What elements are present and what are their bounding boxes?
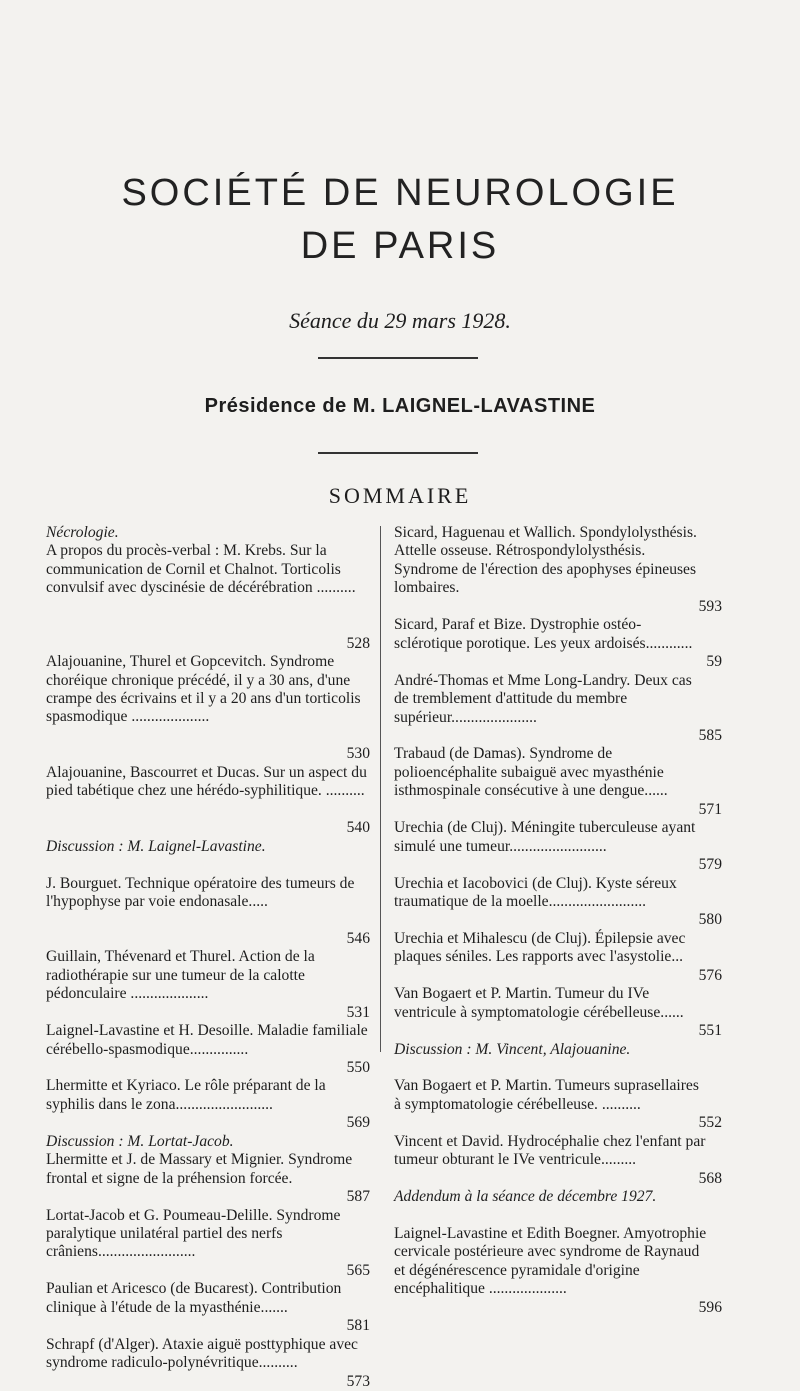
- toc-page-number: 540: [346, 819, 370, 837]
- toc-page-number: 579: [698, 856, 722, 874]
- toc-page-number: 576: [698, 966, 722, 984]
- toc-page-number: 531: [346, 1003, 370, 1021]
- toc-page-number: 569: [346, 1114, 370, 1132]
- toc-entry-text: Alajouanine, Bascourret et Ducas. Sur un aspect du pied tabétique chez une hérédo-syphilitique. ..........: [46, 763, 367, 800]
- toc-page-number: 530: [346, 745, 370, 763]
- toc-entry: [46, 1336, 368, 1391]
- toc-entry: [46, 524, 368, 542]
- society-title-city: DE PARIS: [300, 225, 500, 267]
- divider-rule: [318, 357, 478, 359]
- toc-page-number: 565: [346, 1261, 370, 1279]
- toc-entry-text: Paulian et Aricesco (de Bucarest). Contribution clinique à l'étude de la myasthénie.......: [46, 1280, 342, 1316]
- toc-entry-text: Vincent et David. Hydrocéphalie chez l'enfant par tumeur obturant le IVe ventricule.........: [394, 1132, 706, 1169]
- toc-entry: [394, 1077, 722, 1132]
- toc-page-number: 585: [698, 726, 722, 744]
- toc-entry-text: Van Bogaert et P. Martin. Tumeurs suprasellaires à symptomatologie cérébelleuse. ..........: [394, 1077, 699, 1113]
- toc-entry-text: Laignel-Lavastine et Edith Boegner. Amyotrophie cervicale postérieure avec syndrome de Raynaud et dégénérescence pyramidale d'origine encéphalitique ....................: [394, 1225, 707, 1298]
- toc-page-number: 568: [698, 1169, 722, 1187]
- toc-entry-text: Laignel-Lavastine et H. Desoille. Maladie familiale cérébello-spasmodique...............: [46, 1022, 368, 1058]
- toc-entry: [46, 1207, 368, 1281]
- toc-page-number: 546: [346, 929, 370, 947]
- summary-heading: SOMMAIRE: [328, 483, 472, 508]
- session-date: Séance du 29 mars 1928.: [289, 308, 511, 333]
- toc-page-number: 571: [698, 800, 722, 818]
- toc-entry-text: Urechia et Mihalescu (de Cluj). Épilepsie avec plaques séniles. Les rapports avec l'asystolie...: [394, 929, 686, 966]
- toc-entry-text: Sicard, Haguenau et Wallich. Spondylolysthésis. Attelle osseuse. Rétrospondylolysthésis. Syndrome de l'érection des apophyses épineuses lombaires.: [394, 524, 697, 597]
- summary-left-column: [46, 524, 368, 1391]
- toc-entry: [394, 616, 722, 671]
- toc-page-number: 550: [346, 1058, 370, 1076]
- toc-entry-text: Nécrologie.: [46, 524, 119, 541]
- toc-entry: [46, 838, 368, 875]
- toc-page-number: 587: [346, 1188, 370, 1206]
- toc-page-number: 580: [698, 911, 722, 929]
- toc-entry: [46, 1133, 368, 1151]
- toc-entry: [394, 1041, 708, 1078]
- toc-entry-text: Addendum à la séance de décembre 1927.: [394, 1188, 657, 1206]
- toc-entry: [46, 653, 368, 764]
- presidency-line: Présidence de M. LAIGNEL-LAVASTINE: [204, 395, 596, 417]
- toc-page-number: 596: [698, 1298, 722, 1316]
- toc-entry: [394, 1225, 722, 1317]
- toc-entry: [394, 874, 722, 930]
- toc-entry: [46, 1280, 368, 1335]
- toc-entry: [394, 745, 722, 819]
- toc-entry: [394, 524, 722, 616]
- toc-page-number: 59: [706, 653, 722, 671]
- toc-entry-text: A propos du procès-verbal : M. Krebs. Sur la communication de Cornil et Chalnot. Torticolis convulsif avec dyscinésie de décérébration ..........: [46, 542, 356, 597]
- toc-entry-text: Lhermitte et Kyriaco. Le rôle préparant de la syphilis dans le zona.........................: [46, 1077, 326, 1113]
- toc-entry-text: Discussion : M. Lortat-Jacob.: [46, 1132, 234, 1150]
- divider-rule: [318, 452, 478, 454]
- toc-page-number: 573: [346, 1372, 370, 1390]
- toc-entry-text: Discussion : M. Vincent, Alajouanine.: [394, 1040, 631, 1058]
- summary-right-column: [394, 524, 722, 1317]
- column-divider: [380, 526, 381, 1052]
- toc-entry: [394, 929, 722, 985]
- toc-entry: [46, 948, 368, 1022]
- toc-page-number: 551: [698, 1022, 722, 1040]
- toc-entry-text: Lortat-Jacob et G. Poumeau-Delille. Syndrome paralytique unilatéral partiel des nerfs crâniens.........................: [46, 1206, 341, 1261]
- toc-entry-text: Lhermitte et J. de Massary et Mignier. Syndrome frontal et signe de la préhension forcée.: [46, 1151, 353, 1187]
- toc-page-number: 528: [346, 634, 370, 652]
- toc-entry-text: Urechia et Iacobovici (de Cluj). Kyste séreux traumatique de la moelle.........................: [394, 874, 677, 910]
- toc-entry: [46, 1077, 368, 1132]
- toc-entry-text: J. Bourguet. Technique opératoire des tumeurs de l'hypophyse par voie endonasale.....: [46, 874, 355, 910]
- toc-entry: [394, 1132, 722, 1188]
- toc-entry-text: Sicard, Paraf et Bize. Dystrophie ostéo-sclérotique porotique. Les yeux ardoisés............: [394, 616, 693, 652]
- toc-page-number: 593: [698, 597, 722, 615]
- toc-entry: [394, 671, 722, 746]
- toc-entry: [46, 542, 368, 653]
- toc-entry-text: Alajouanine, Thurel et Gopcevitch. Syndrome choréique chronique précédé, il y a 30 ans, d'une crampe des écrivains et il y a 20 ans d'un torticolis spasmodique ....................: [46, 653, 361, 726]
- toc-page-number: 552: [698, 1114, 722, 1132]
- toc-entry: [46, 1151, 368, 1206]
- toc-entry: [46, 764, 368, 838]
- toc-entry-text: Van Bogaert et P. Martin. Tumeur du IVe ventricule à symptomatologie cérébelleuse......: [394, 985, 684, 1021]
- toc-entry-text: André-Thomas et Mme Long-Landry. Deux cas de tremblement d'attitude du membre supérieur......................: [394, 671, 692, 726]
- toc-entry: [394, 819, 722, 874]
- toc-entry: [394, 1188, 708, 1225]
- toc-page-number: 581: [346, 1317, 370, 1335]
- toc-entry-text: Trabaud (de Damas). Syndrome de polioencéphalite subaiguë avec myasthénie isthmospinale consécutive à une dengue......: [394, 745, 668, 800]
- toc-entry-text: Urechia (de Cluj). Méningite tuberculeuse ayant simulé une tumeur.........................: [394, 819, 696, 855]
- toc-entry-text: Schrapf (d'Alger). Ataxie aiguë posttyphique avec syndrome radiculo-polynévritique..........: [46, 1335, 358, 1372]
- toc-entry: [394, 985, 722, 1040]
- toc-entry: [46, 1022, 368, 1077]
- toc-entry: [46, 875, 368, 949]
- toc-entry-text: Discussion : M. Laignel-Lavastine.: [46, 837, 266, 855]
- society-title: SOCIÉTÉ DE NEUROLOGIE: [121, 172, 679, 214]
- toc-entry-text: Guillain, Thévenard et Thurel. Action de la radiothérapie sur une tumeur de la calotte pédonculaire ....................: [46, 948, 315, 1003]
